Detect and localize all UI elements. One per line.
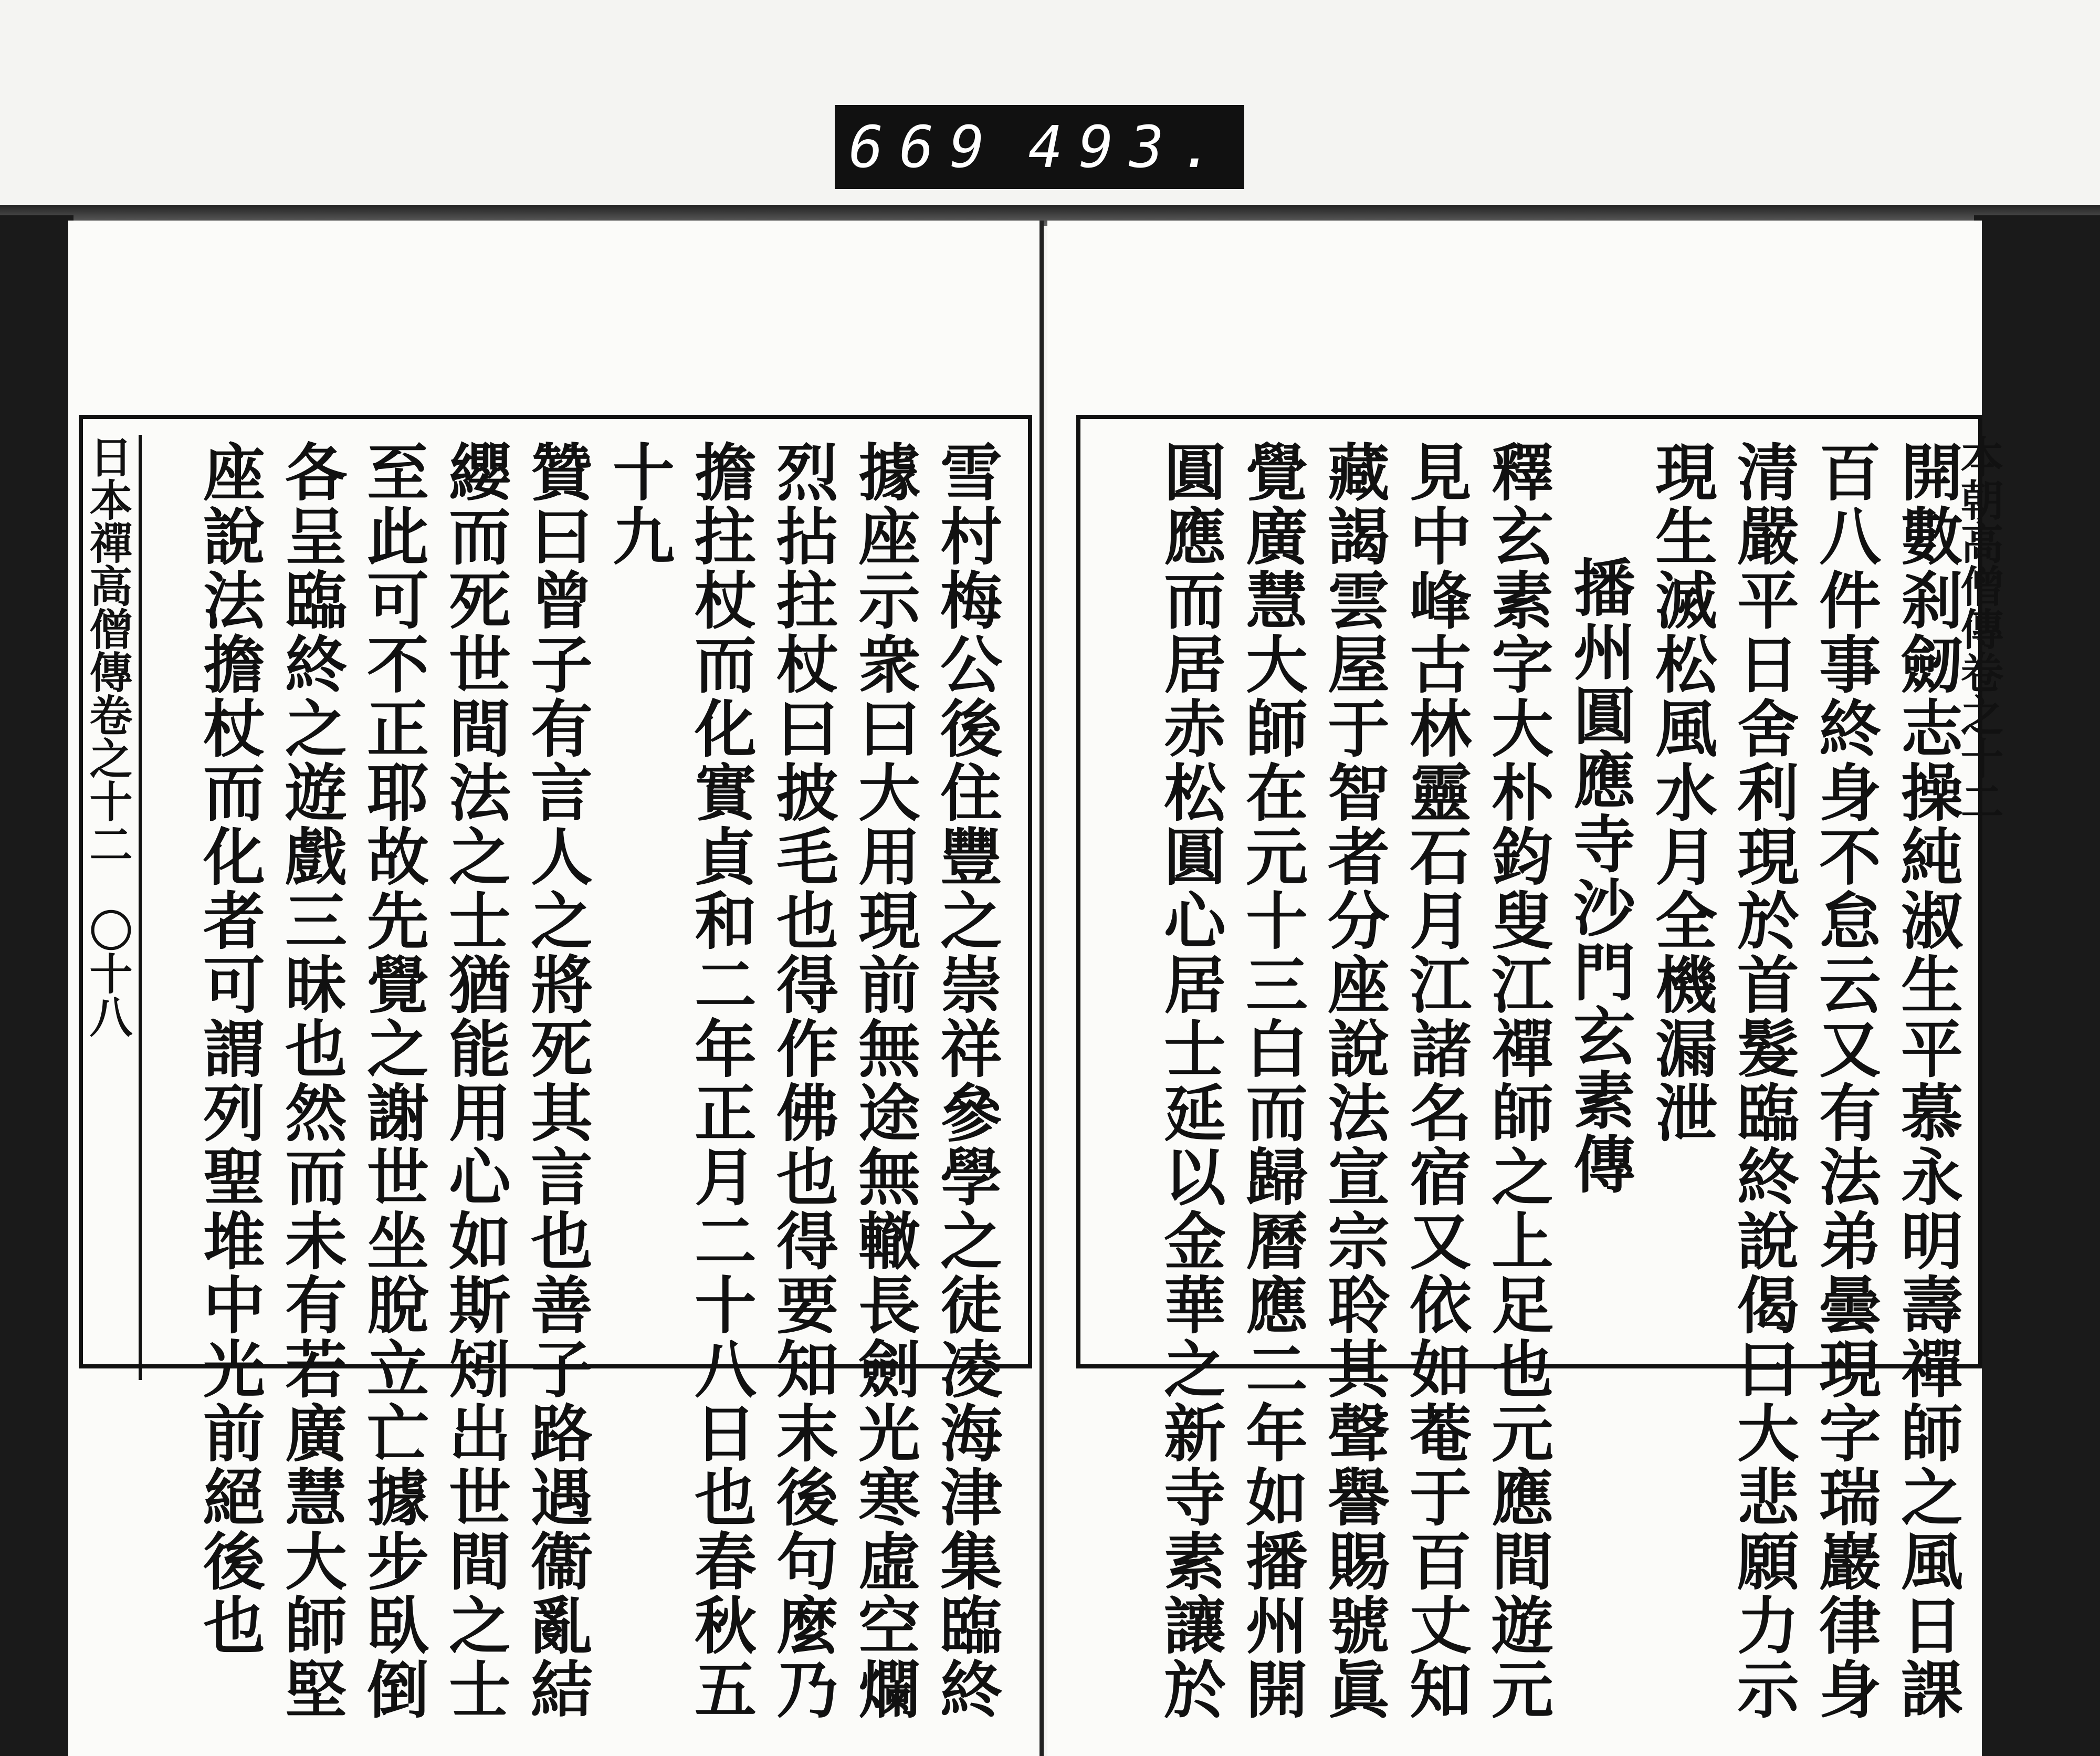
text-column: 纓而死世間法之士猶能用心如斯矧出世間之士: [438, 440, 511, 1721]
text-column: 各呈臨終之遊戲三昧也然而未有若廣慧大師堅: [275, 440, 348, 1721]
left-text-frame: [79, 415, 1032, 1721]
text-column: 至此可不正耶故先覺之謝世坐脫立亡據步臥倒: [356, 440, 429, 1721]
label-number-right: 493.: [1028, 113, 1231, 181]
label-number-left: 669: [848, 113, 1001, 181]
text-column: 雪村梅公後住豐之崇祥參學之徒凌海津集臨終: [930, 440, 1003, 1721]
text-column: 見中峰古林靈石月江諸名宿又依如菴于百丈知: [1399, 440, 1472, 1721]
text-column: 圓應而居赤松圓心居士延以金華之新寺素讓於: [1153, 440, 1226, 1721]
text-column: 釋玄素字大朴鈞叟江禪師之上足也元應間遊元: [1481, 440, 1554, 1721]
text-column: 藏謁雲屋于智者分座說法宣宗聆其聲譽賜號眞: [1317, 440, 1390, 1721]
left-columns: [156, 419, 1007, 1721]
right-columns: [1091, 419, 1968, 1721]
text-column: 烈拈拄杖曰披毛也得作佛也得要知末後句麼乃: [766, 440, 839, 1721]
text-column: 贊曰曾子有言人之將死其言也善子路遇衞亂結: [520, 440, 593, 1721]
section-heading: 播州圓應寺沙門玄素傳: [1563, 556, 1636, 1196]
text-column: 覺廣慧大師在元十三白而歸曆應二年如播州開: [1235, 440, 1308, 1721]
text-column: 據座示衆曰大用現前無途無轍長劍光寒虛空爛: [848, 440, 921, 1721]
archive-label-strip: [835, 105, 1244, 189]
text-column: 百八件事終身不怠云又有法弟曇現字瑞巖律身: [1809, 440, 1882, 1721]
text-column: 十九: [602, 440, 675, 568]
book-edge-left: [0, 215, 74, 1756]
text-column: 擔拄杖而化實貞和二年正月二十八日也春秋五: [684, 440, 757, 1721]
text-column: 現生滅松風水月全機漏泄: [1645, 440, 1718, 1145]
right-page-margin-title: 本朝高僧傳卷之十二: [1954, 435, 2004, 822]
left-page-margin-title: 日本禪高僧傳卷之十二 〇十八: [81, 435, 142, 1380]
right-text-frame: [1076, 415, 2004, 1721]
text-column: 開數刹劒志操純淑生平慕永明壽禪師之風日課: [1891, 440, 1964, 1721]
text-column: 清嚴平日舍利現於首髮臨終說偈曰大悲願力示: [1727, 440, 1800, 1721]
text-column: 座說法擔杖而化者可謂列聖堆中光前絕後也: [193, 440, 266, 1657]
